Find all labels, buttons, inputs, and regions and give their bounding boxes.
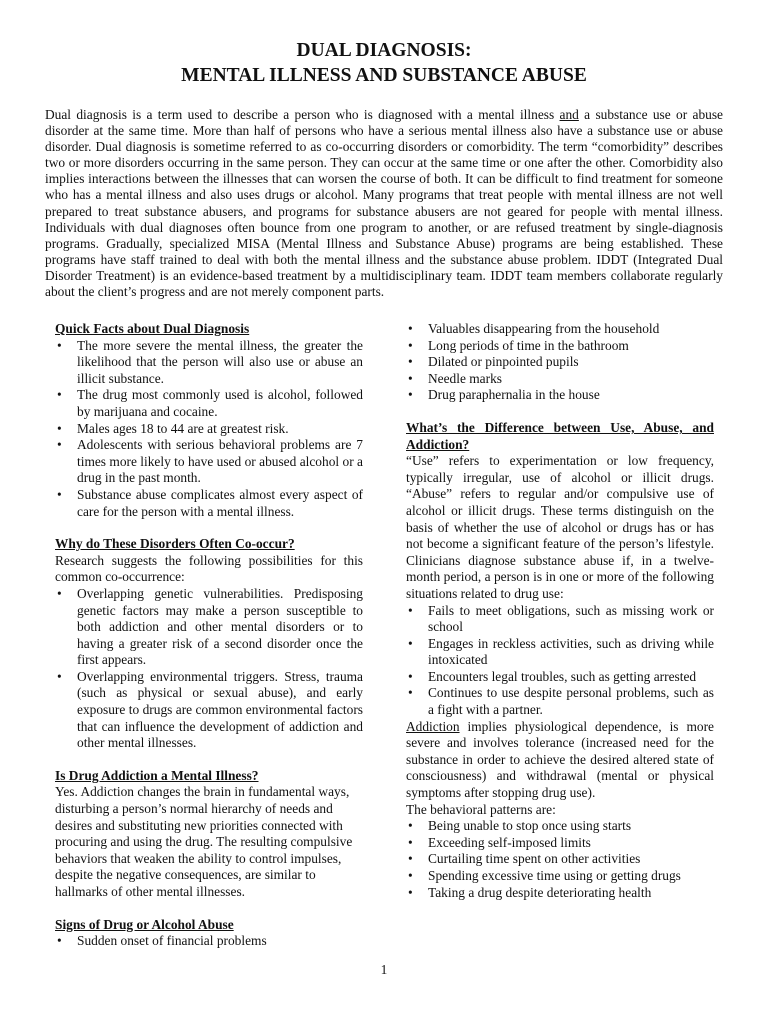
list-item: • Fails to meet obligations, such as missing work or school	[408, 602, 714, 635]
list-item: • Taking a drug despite deteriorating health	[408, 884, 652, 900]
list-item: • Dilated or pinpointed pupils	[408, 354, 579, 370]
list-item: • The drug most commonly used is alcohol, followed by marijuana and cocaine.	[57, 387, 363, 419]
bullet-icon: •	[408, 321, 413, 336]
bullet-icon: •	[408, 818, 413, 834]
list-item: • Valuables disappearing from the household	[408, 321, 660, 336]
bullet-icon: •	[57, 668, 62, 684]
bullet-icon: •	[408, 884, 413, 900]
difference-heading: What’s the Difference between Use, Abuse, and Addiction?	[406, 419, 714, 452]
right-column	[406, 321, 714, 901]
list-item: • Continues to use despite personal problems, such as a fight with a partner.	[408, 685, 714, 718]
bullet-icon: •	[57, 420, 62, 436]
abuse-situations-list	[406, 603, 714, 719]
signs-list-right	[406, 321, 714, 404]
addiction-text: implies physiological dependence, is more severe and involves tolerance (increased need for the substance in order to achieve the desired altered state of consciousness) and withdrawal (mental or physical symptoms after stopping drug use).	[406, 718, 714, 801]
bullet-icon: •	[57, 933, 62, 949]
bullet-icon: •	[408, 834, 413, 850]
intro-text-part-2: a substance use or abuse disorder at the same time. More than half of persons who have a serious mental illness also have a substance use or abuse disorder. Dual diagnosis is sometime referred to as co-occurring disorders or comorbidity. The term “comorbidity” describes two or more disorders occurring in the same person. They can occur at the same time or one after the other. Comorbidity also implies interactions between the illnesses that can worsen the course of both. It can be difficult to find treatment for someone who has a mental illness and also uses drugs or alcohol. Many programs that treat people with mental illness are not well prepared to treat substance abusers, and programs for substance abusers are not geared for people with mental illness. Individuals with dual diagnoses often bounce from one program to another, or are refused treatment by single-diagnosis programs. Gradually, specialized MISA (Mental Illness and Substance Abuse) programs are being established. These programs have staff trained to deal with both the mental illness and the substance abuse problem. IDDT (Integrated Dual Disorder Treatment) is an evidence-based treatment by a multidisciplinary team. IDDT team members collaborate regularly about the client’s progress and are not merely component parts.	[45, 107, 723, 300]
bullet-icon: •	[408, 668, 413, 684]
bullet-icon: •	[408, 337, 413, 353]
left-column	[55, 321, 363, 950]
list-item: • Sudden onset of financial problems	[57, 933, 267, 949]
list-item: • Adolescents with serious behavioral problems are 7 times more likely to have used or abused alcohol or a drug in the past month.	[57, 437, 363, 486]
addiction-paragraph	[406, 719, 714, 802]
bullet-icon: •	[57, 337, 62, 353]
list-item: • The more severe the mental illness, the greater the likelihood that the person will also use or abuse an illicit substance.	[57, 337, 363, 386]
list-item: • Substance abuse complicates almost every aspect of care for the person with a mental illness.	[57, 486, 363, 519]
list-item: • Drug paraphernalia in the house	[408, 387, 600, 403]
bullet-icon: •	[408, 868, 413, 883]
list-item: • Needle marks	[408, 370, 502, 386]
list-item: • Males ages 18 to 44 are at greatest risk.	[57, 420, 289, 436]
bullet-icon: •	[408, 602, 413, 618]
list-item: • Overlapping genetic vulnerabilities. Predisposing genetic factors may make a person susceptible to both addiction and other mental disorders or to having a greater risk of a second disorder once the first appears.	[57, 585, 363, 668]
intro-text-part-1: Dual diagnosis is a term used to describe a person who is diagnosed with a mental illness	[45, 107, 560, 122]
bullet-icon: •	[57, 437, 62, 453]
bullet-icon: •	[57, 486, 62, 502]
signs-list-left	[55, 933, 363, 950]
bullet-icon: •	[408, 387, 413, 403]
difference-text: “Use” refers to experimentation or low frequency, typically irregular, use of alcohol or illicit drugs. “Abuse” refers to regular and/or compulsive use of alcohol or illicit drugs. These terms distinguish on the basis of whether the use of alcohol or drugs has or has not become a significant feature of the person’s lifestyle. Clinicians diagnose substance abuse if, in a twelve-month period, a person is in one or more of the following situations related to drug use:	[406, 453, 714, 601]
mental-illness-heading: Is Drug Addiction a Mental Illness?	[55, 767, 259, 783]
bullet-icon: •	[408, 851, 413, 867]
co-occur-list	[55, 586, 363, 752]
bullet-icon: •	[408, 685, 413, 701]
list-item: • Spending excessive time using or getting drugs	[408, 868, 681, 883]
signs-heading: Signs of Drug or Alcohol Abuse	[55, 916, 234, 932]
page-title	[0, 38, 768, 88]
quick-facts-heading: Quick Facts about Dual Diagnosis	[55, 321, 250, 336]
behavior-list	[406, 818, 714, 901]
list-item: • Encounters legal troubles, such as getting arrested	[408, 668, 697, 684]
list-item: • Overlapping environmental triggers. Stress, trauma (such as physical or sexual abuse), and early exposure to drugs are common environmental factors that can influence the development of addiction and other mental illnesses.	[57, 668, 363, 751]
quick-facts-list	[55, 338, 363, 521]
mental-illness-text: Yes. Addiction changes the brain in fundamental ways, disturbing a person’s normal hierarchy of needs and desires and substituting new priorities connected with procuring and using the drug. The resulting compulsive behaviors that weaken the ability to control impulses, despite the negative consequences, are similar to hallmarks of other mental illnesses.	[55, 784, 353, 899]
list-item: • Engages in reckless activities, such as driving while intoxicated	[408, 635, 714, 668]
list-item: • Long periods of time in the bathroom	[408, 337, 629, 353]
page-number: 1	[380, 962, 388, 977]
bullet-icon: •	[408, 370, 413, 386]
behavior-intro: The behavioral patterns are:	[406, 801, 556, 817]
title-line-1: DUAL DIAGNOSIS:	[296, 40, 472, 61]
intro-and-underlined: and	[559, 107, 579, 122]
co-occur-intro: Research suggests the following possibilities for this common co-occurrence:	[55, 552, 363, 585]
list-item: • Being unable to stop once using starts	[408, 818, 632, 834]
co-occur-heading: Why do These Disorders Often Co-occur?	[55, 536, 295, 552]
intro-paragraph	[45, 107, 723, 300]
title-line-2: MENTAL ILLNESS AND SUBSTANCE ABUSE	[181, 65, 587, 86]
bullet-icon: •	[57, 387, 62, 403]
addiction-word: Addiction	[406, 718, 460, 734]
bullet-icon: •	[57, 585, 62, 601]
bullet-icon: •	[408, 354, 413, 370]
bullet-icon: •	[408, 635, 413, 651]
list-item: • Exceeding self-imposed limits	[408, 834, 591, 850]
list-item: • Curtailing time spent on other activities	[408, 851, 641, 867]
